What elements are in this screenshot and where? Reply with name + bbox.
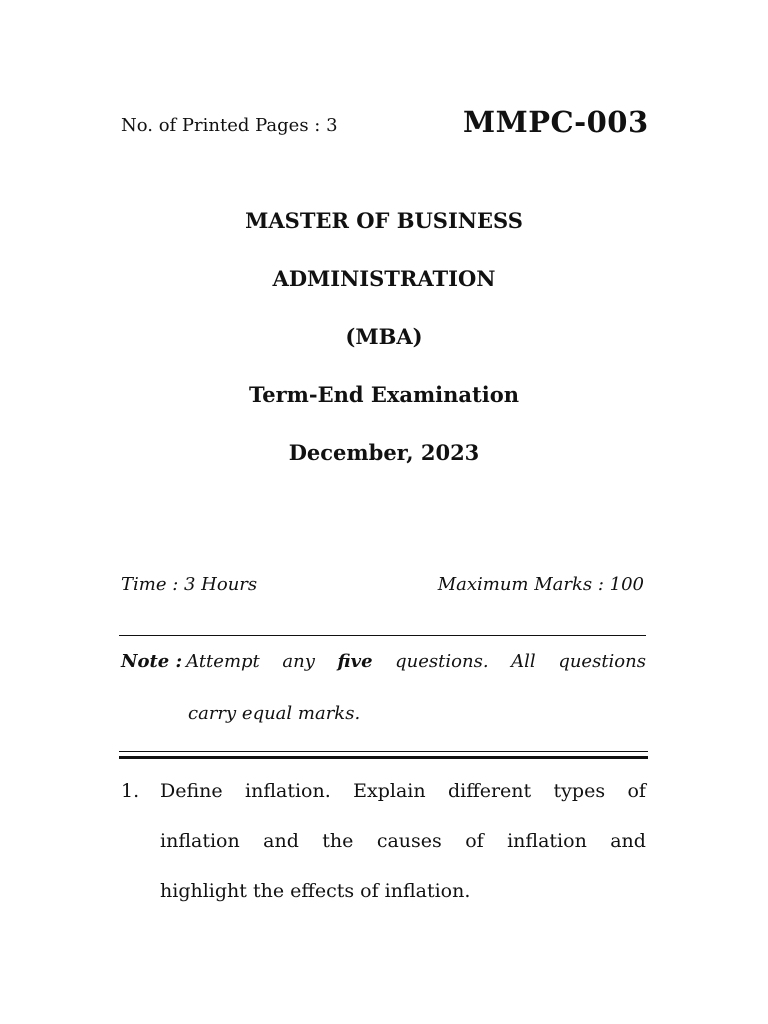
note-line1	[121, 651, 646, 672]
note-label: Note :	[121, 651, 183, 672]
note-label-and-first-word	[121, 651, 260, 672]
question-word: and	[263, 830, 299, 852]
programme-title-line1: MASTER OF BUSINESS	[245, 208, 523, 233]
double-divider-top	[119, 751, 648, 752]
question-word: the	[322, 830, 354, 852]
note-line2: carry equal marks.	[188, 703, 361, 724]
question-word: Explain	[353, 780, 426, 802]
question-word: and	[610, 830, 646, 852]
programme-abbreviation: (MBA)	[345, 324, 423, 349]
programme-title-line2: ADMINISTRATION	[272, 266, 496, 291]
paper-code: MMPC-003	[463, 105, 649, 139]
note-word: Attempt	[186, 651, 260, 672]
instructions-note	[121, 651, 646, 724]
question-word: inflation	[507, 830, 587, 852]
note-word: All	[511, 651, 536, 672]
printed-pages-count: No. of Printed Pages : 3	[121, 115, 338, 136]
double-divider-bottom	[119, 756, 648, 759]
note-word: questions	[558, 651, 646, 672]
exam-session: December, 2023	[288, 440, 480, 465]
question-word: types	[553, 780, 606, 802]
question-word: of	[465, 830, 484, 852]
question-word: of	[627, 780, 646, 802]
exam-duration: Time : 3 Hours	[121, 574, 258, 595]
question-text-line3: highlight the effects of inflation.	[160, 880, 471, 902]
question-word: inflation.	[245, 780, 331, 802]
question-word: inflation	[160, 830, 240, 852]
note-word: any	[282, 651, 315, 672]
exam-name: Term-End Examination	[248, 382, 519, 407]
question-text-line1	[160, 780, 646, 802]
note-word: questions.	[395, 651, 489, 672]
divider-line	[119, 635, 646, 636]
note-word-emphasis: five	[337, 651, 373, 672]
question-word: Define	[160, 780, 223, 802]
maximum-marks: Maximum Marks : 100	[437, 574, 644, 595]
question-word: causes	[376, 830, 442, 852]
question-number: 1.	[121, 780, 140, 802]
question-word: different	[447, 780, 532, 802]
question-text-line2	[160, 830, 646, 852]
